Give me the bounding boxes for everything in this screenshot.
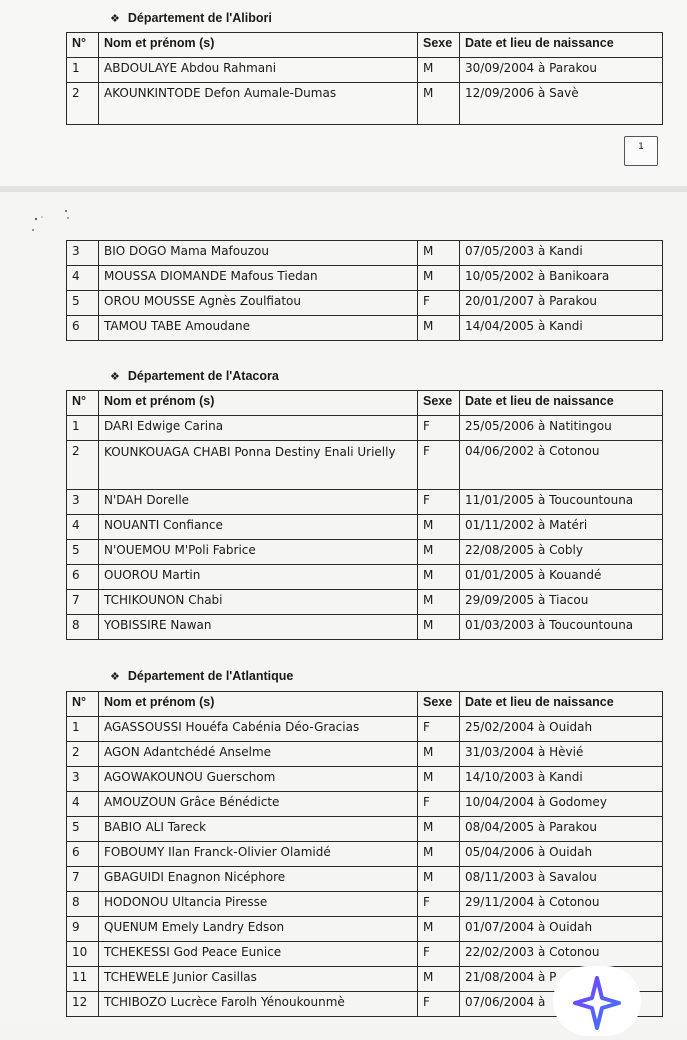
alibori-table-part1 [66, 32, 663, 125]
row-name: AGOWAKOUNOU Guerschom [99, 767, 418, 792]
row-number: 7 [67, 867, 99, 892]
row-name: HODONOU Ultancia Piresse [99, 892, 418, 917]
row-number: 8 [67, 615, 99, 640]
section-title: Département de l'Atacora [127, 369, 279, 383]
row-name: TCHEWELE Junior Casillas [99, 967, 418, 992]
row-number: 10 [67, 942, 99, 967]
row-number: 2 [67, 742, 99, 767]
row-name: AMOUZOUN Grâce Bénédicte [99, 792, 418, 817]
row-number: 5 [67, 291, 99, 316]
table-row [67, 83, 663, 125]
col-header-sex: Sexe [418, 692, 460, 717]
row-name: TCHIBOZO Lucrèce Farolh Yénoukounmè [99, 992, 418, 1017]
table-row [67, 792, 663, 817]
row-name: GBAGUIDI Enagnon Nicéphore [99, 867, 418, 892]
table-row [67, 515, 663, 540]
row-number: 2 [67, 441, 99, 490]
row-number: 11 [67, 967, 99, 992]
row-name: AGON Adantchédé Anselme [99, 742, 418, 767]
row-sex: F [418, 942, 460, 967]
row-birth: 30/09/2004 à Parakou [460, 58, 663, 83]
row-birth: 31/03/2004 à Hèvié [460, 742, 663, 767]
section-heading-alibori [110, 11, 272, 25]
row-name: TCHIKOUNON Chabi [99, 590, 418, 615]
row-name: TCHEKESSI God Peace Eunice [99, 942, 418, 967]
row-sex: M [418, 565, 460, 590]
table-row [67, 490, 663, 515]
table-row [67, 416, 663, 441]
row-number: 4 [67, 266, 99, 291]
table-row [67, 441, 663, 490]
table-row [67, 540, 663, 565]
row-sex: M [418, 540, 460, 565]
row-birth: 04/06/2002 à Cotonou [460, 441, 663, 490]
col-header-sex: Sexe [418, 33, 460, 58]
section-heading-atlantique [110, 669, 293, 683]
row-sex: M [418, 266, 460, 291]
table-row [67, 942, 663, 967]
table-row [67, 565, 663, 590]
row-number: 6 [67, 316, 99, 341]
row-birth: 14/04/2005 à Kandi [460, 316, 663, 341]
app-logo-badge[interactable] [553, 966, 641, 1036]
row-number: 5 [67, 540, 99, 565]
row-sex: M [418, 817, 460, 842]
row-sex: M [418, 515, 460, 540]
row-name: AGASSOUSSI Houéfa Cabénia Déo-Gracias [99, 717, 418, 742]
diamond-bullet-icon: ❖ [110, 13, 120, 25]
row-name: N'DAH Dorelle [99, 490, 418, 515]
row-birth: 20/01/2007 à Parakou [460, 291, 663, 316]
row-sex: M [418, 742, 460, 767]
col-header-name: Nom et prénom (s) [99, 33, 418, 58]
page-number-box: 1 [624, 136, 658, 166]
row-birth: 12/09/2006 à Savè [460, 83, 663, 125]
row-name: BABIO ALI Tareck [99, 817, 418, 842]
row-name: TAMOU TABE Amoudane [99, 316, 418, 341]
row-sex: F [418, 441, 460, 490]
row-birth: 21/08/2004 à P [460, 967, 663, 992]
row-sex: M [418, 842, 460, 867]
row-sex: F [418, 717, 460, 742]
row-sex: M [418, 241, 460, 266]
diamond-bullet-icon: ❖ [110, 371, 120, 383]
row-birth: 25/05/2006 à Natitingou [460, 416, 663, 441]
row-name: DARI Edwige Carina [99, 416, 418, 441]
table-row [67, 316, 663, 341]
col-header-num: N° [67, 33, 99, 58]
row-sex: M [418, 83, 460, 125]
row-sex: M [418, 867, 460, 892]
row-name: OROU MOUSSE Agnès Zoulfiatou [99, 291, 418, 316]
table-row [67, 291, 663, 316]
alibori-table-part2 [66, 240, 663, 341]
row-birth: 22/08/2005 à Cobly [460, 540, 663, 565]
section-title: Département de l'Atlantique [127, 669, 294, 683]
row-birth: 29/11/2004 à Cotonou [460, 892, 663, 917]
col-header-sex: Sexe [418, 391, 460, 416]
row-name: ABDOULAYE Abdou Rahmani [99, 58, 418, 83]
row-number: 8 [67, 892, 99, 917]
diamond-bullet-icon: ❖ [110, 671, 120, 683]
table-row [67, 58, 663, 83]
col-header-name: Nom et prénom (s) [99, 692, 418, 717]
row-birth: 08/11/2003 à Savalou [460, 867, 663, 892]
row-sex: F [418, 291, 460, 316]
row-name: AKOUNKINTODE Defon Aumale-Dumas [99, 83, 418, 125]
table-row [67, 241, 663, 266]
row-name: N'OUEMOU M'Poli Fabrice [99, 540, 418, 565]
row-number: 3 [67, 767, 99, 792]
table-row [67, 842, 663, 867]
table-row [67, 266, 663, 291]
row-birth: 25/02/2004 à Ouidah [460, 717, 663, 742]
row-name: FOBOUMY Ilan Franck-Olivier Olamidé [99, 842, 418, 867]
row-sex: M [418, 590, 460, 615]
row-number: 3 [67, 490, 99, 515]
row-sex: M [418, 967, 460, 992]
row-sex: M [418, 316, 460, 341]
table-row [67, 867, 663, 892]
section-heading-atacora [110, 369, 279, 383]
row-name: MOUSSA DIOMANDE Mafous Tiedan [99, 266, 418, 291]
row-number: 6 [67, 565, 99, 590]
row-number: 4 [67, 792, 99, 817]
table-header-row [67, 692, 663, 717]
row-birth: 01/01/2005 à Kouandé [460, 565, 663, 590]
row-birth: 01/03/2003 à Toucountouna [460, 615, 663, 640]
table-row [67, 615, 663, 640]
col-header-birth: Date et lieu de naissance [460, 391, 663, 416]
row-number: 9 [67, 917, 99, 942]
table-row [67, 892, 663, 917]
row-sex: F [418, 490, 460, 515]
atacora-table [66, 390, 663, 640]
row-number: 12 [67, 992, 99, 1017]
row-name: QUENUM Emely Landry Edson [99, 917, 418, 942]
row-name: NOUANTI Confiance [99, 515, 418, 540]
table-row [67, 717, 663, 742]
row-name: BIO DOGO Mama Mafouzou [99, 241, 418, 266]
row-number: 1 [67, 717, 99, 742]
col-header-birth: Date et lieu de naissance [460, 33, 663, 58]
col-header-birth: Date et lieu de naissance [460, 692, 663, 717]
row-number: 1 [67, 416, 99, 441]
row-number: 1 [67, 58, 99, 83]
row-sex: F [418, 892, 460, 917]
row-sex: F [418, 792, 460, 817]
row-number: 3 [67, 241, 99, 266]
row-birth: 10/05/2002 à Banikoara [460, 266, 663, 291]
table-header-row [67, 33, 663, 58]
table-row [67, 817, 663, 842]
row-birth: 08/04/2005 à Parakou [460, 817, 663, 842]
table-header-row [67, 391, 663, 416]
row-number: 2 [67, 83, 99, 125]
table-row [67, 742, 663, 767]
row-birth: 10/04/2004 à Godomey [460, 792, 663, 817]
row-name: KOUNKOUAGA CHABI Ponna Destiny Enali Urielly [99, 441, 418, 490]
row-birth: 22/02/2003 à Cotonou [460, 942, 663, 967]
row-number: 4 [67, 515, 99, 540]
col-header-name: Nom et prénom (s) [99, 391, 418, 416]
row-birth: 29/09/2005 à Tiacou [460, 590, 663, 615]
row-number: 7 [67, 590, 99, 615]
section-title: Département de l'Alibori [127, 11, 272, 25]
row-birth: 01/07/2004 à Ouidah [460, 917, 663, 942]
table-row [67, 590, 663, 615]
row-sex: M [418, 917, 460, 942]
sparkle-logo-icon [553, 966, 641, 1036]
row-birth: 05/04/2006 à Ouidah [460, 842, 663, 867]
row-name: OUOROU Martin [99, 565, 418, 590]
col-header-num: N° [67, 692, 99, 717]
row-sex: M [418, 58, 460, 83]
row-birth: 01/11/2002 à Matéri [460, 515, 663, 540]
scan-specks [28, 205, 78, 235]
row-number: 5 [67, 817, 99, 842]
row-birth: 14/10/2003 à Kandi [460, 767, 663, 792]
row-sex: F [418, 416, 460, 441]
table-row [67, 767, 663, 792]
table-row [67, 917, 663, 942]
row-sex: M [418, 615, 460, 640]
row-sex: F [418, 992, 460, 1017]
row-birth: 07/06/2004 à [460, 992, 663, 1017]
row-birth: 07/05/2003 à Kandi [460, 241, 663, 266]
col-header-num: N° [67, 391, 99, 416]
row-name: YOBISSIRE Nawan [99, 615, 418, 640]
row-birth: 11/01/2005 à Toucountouna [460, 490, 663, 515]
row-sex: M [418, 767, 460, 792]
row-number: 6 [67, 842, 99, 867]
